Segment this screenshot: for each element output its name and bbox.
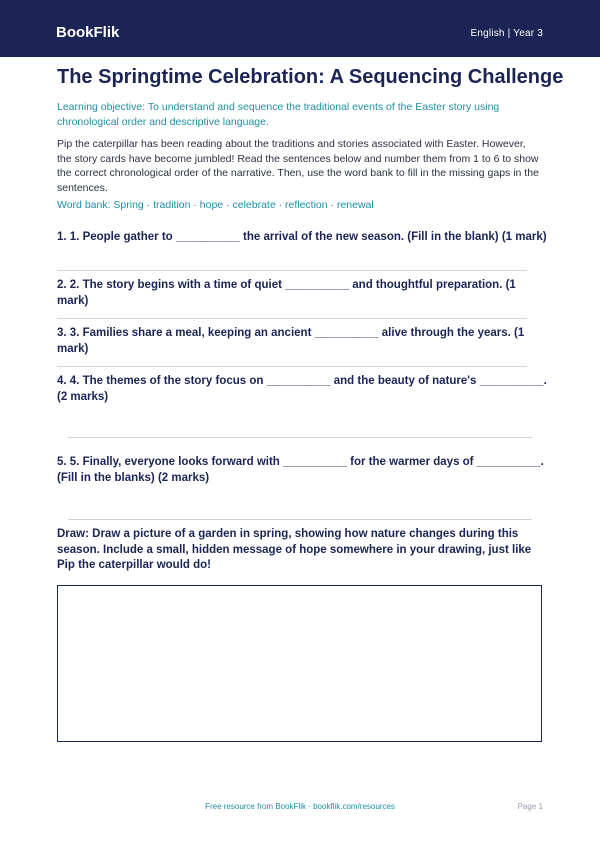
page-number: Page 1 [517, 802, 543, 811]
answer-line-1[interactable] [57, 270, 527, 271]
answer-line-3[interactable] [57, 366, 527, 367]
intro-text: Pip the caterpillar has been reading about the traditions and stories associated with Easter. However, the story cards have become jumbled! Read the sentences below and number them from 1 to 6 to show the correct chronological order of the narrative. Then, use the word bank to fill in the missing gaps in the sentences. [57, 138, 539, 194]
question-3: 3. 3. Families share a meal, keeping an ancient __________ alive through the years. (1 mark) [57, 327, 525, 355]
page-title: The Springtime Celebration: A Sequencing Challenge [57, 66, 564, 88]
footer-text[interactable]: Free resource from BookFlik · bookflik.com/resources [205, 802, 395, 811]
word-bank: Word bank: Spring · tradition · hope · celebrate · reflection · renewal [57, 199, 374, 211]
header-bar [0, 0, 600, 57]
question-5: 5. 5. Finally, everyone looks forward with __________ for the warmer days of __________. (Fill in the blanks) (2 marks) [57, 456, 544, 484]
drawing-area[interactable] [57, 585, 542, 742]
answer-line-2[interactable] [57, 318, 527, 319]
answer-line-5[interactable] [68, 519, 532, 520]
subject-label: English | Year 3 [470, 28, 543, 39]
learning-objective: Learning objective: To understand and sequence the traditional events of the Easter story using chronological order and descriptive language. [57, 101, 500, 128]
brand-logo[interactable]: BookFlik [56, 24, 120, 41]
answer-line-4[interactable] [68, 437, 532, 438]
draw-prompt: Draw: Draw a picture of a garden in spring, showing how nature changes during this season. Include a small, hidden message of hope somewhere in your drawing, just like Pip the caterpillar would do! [57, 528, 532, 571]
question-4: 4. 4. The themes of the story focus on __________ and the beauty of nature's __________. (2 marks) [57, 375, 547, 403]
question-1: 1. 1. People gather to __________ the arrival of the new season. (Fill in the blank) (1 mark) [57, 231, 547, 243]
question-2: 2. 2. The story begins with a time of quiet __________ and thoughtful preparation. (1 mark) [57, 279, 516, 307]
